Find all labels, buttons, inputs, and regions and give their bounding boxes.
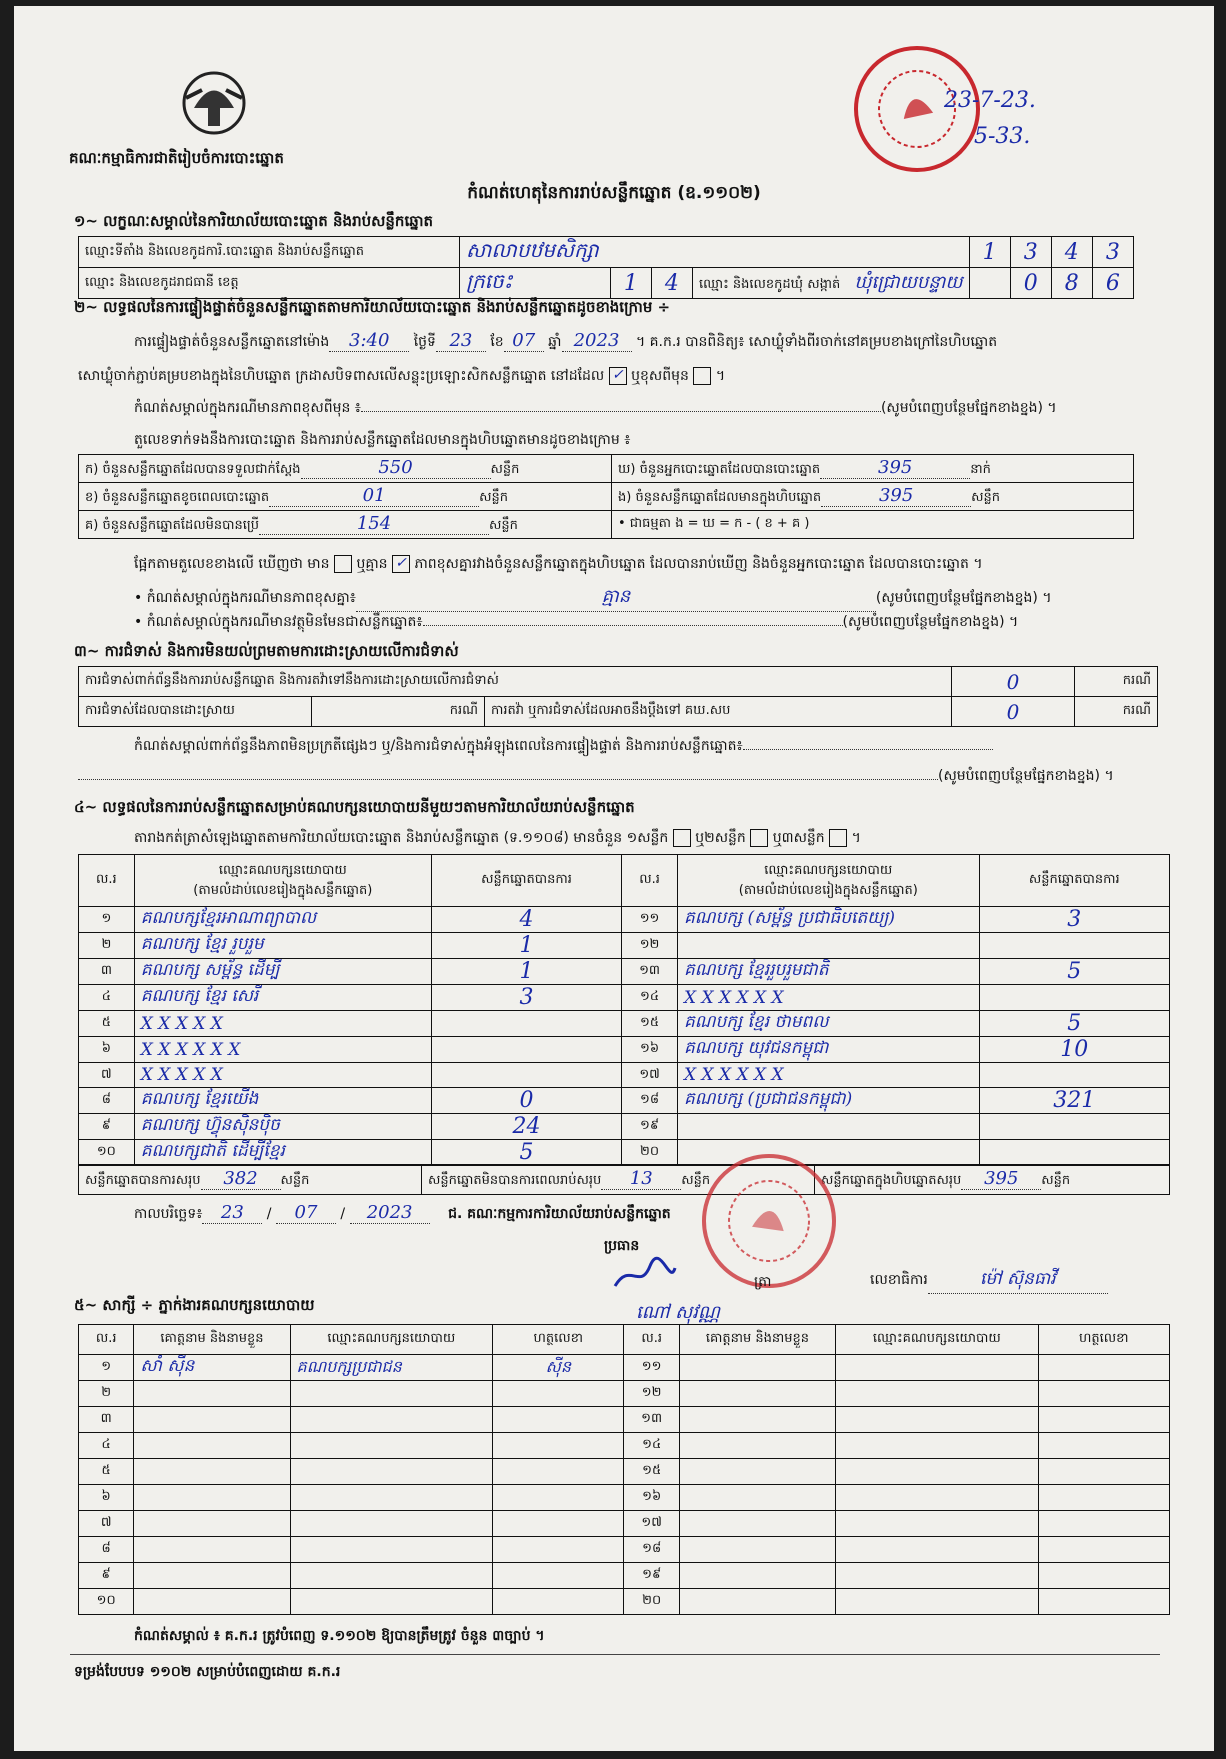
- witness-name: [679, 1407, 835, 1433]
- result-row: [79, 907, 1170, 933]
- witness-row: [79, 1433, 1170, 1459]
- difference-note-value: គ្មាន: [356, 584, 876, 612]
- resolved-value-cell: ករណី: [312, 697, 485, 727]
- result-no: ១៨: [622, 1088, 678, 1114]
- witness-no: ៤: [79, 1433, 134, 1459]
- footer-text: ទម្រង់បែបបទ ១១០២ សម្រាប់បំពេញដោយ គ.ក.រ: [74, 1664, 341, 1680]
- witness-signature: [493, 1563, 624, 1589]
- result-party: គណបក្ស (សម្ព័ន្ធ ប្រជាធិបតេយ្យ): [677, 907, 979, 933]
- witness-party: [290, 1537, 493, 1563]
- commune-value: ឃុំជ្រោយបន្ទាយ: [854, 271, 963, 293]
- verification-line: ការផ្ទៀងផ្ទាត់ចំនួនសន្លឹកឆ្នោតនៅម៉ោង 3:40 ថ្ងៃទី 23 ខែ 07 ឆ្នាំ 2023 ។ គ.ក.រ បានពិនិត្យ៖ សោឃ្លុំទាំងពីរចាក់នៅគម្របខាងក្រៅនៃហិបឆ្នោត: [134, 330, 998, 351]
- witness-party: [836, 1589, 1039, 1615]
- witness-party: [836, 1511, 1039, 1537]
- foreign-object-note: • កំណត់សម្គាល់ក្នុងករណីមានវត្ថុមិនមែនជាសន្លឹកឆ្នោត៖ (សូមបំពេញបន្ថែមផ្នែកខាងខ្នង) ។: [134, 614, 1019, 630]
- witness-no: ១: [79, 1355, 134, 1381]
- witness-row: [79, 1485, 1170, 1511]
- witness-no: ៩: [79, 1563, 134, 1589]
- witness-name: [134, 1433, 290, 1459]
- result-votes: [979, 933, 1169, 959]
- commune-code-digit: 8: [1051, 268, 1092, 299]
- result-row: [79, 959, 1170, 985]
- witness-no: ១៥: [624, 1459, 679, 1485]
- different-checkbox[interactable]: [693, 367, 711, 385]
- complaint-value: 0: [952, 667, 1075, 697]
- result-party: [677, 1140, 979, 1166]
- result-votes: [431, 1011, 621, 1037]
- witness-col-sign-right: ហត្ថលេខា: [1038, 1325, 1169, 1355]
- section-1-table: [78, 236, 1134, 299]
- commune-label: ឈ្មោះ និងលេខកូដឃុំ សង្កាត់ ឃុំជ្រោយបន្ទាយ: [692, 268, 969, 299]
- result-party: គណបក្ស ខ្មែរ សេរី: [134, 985, 431, 1011]
- result-party: [677, 1114, 979, 1140]
- witness-name: [134, 1381, 290, 1407]
- witness-col-party: ឈ្មោះគណបក្សនយោបាយ: [290, 1325, 493, 1355]
- witness-no: ១៤: [624, 1433, 679, 1459]
- section-5-title: ៥~ សាក្សី ÷ ភ្នាក់ងារគណបក្សនយោបាយ: [74, 1296, 315, 1314]
- seal-check-line: សោឃ្លុំចាក់ភ្ជាប់គម្របខាងក្នុងនៃហិបឆ្នោត ក្រដាសបិទពាសលើសន្លុះប្រឡោះសិកសន្លឹកឆ្នោត នៅដដែល ✓ ឬខុសពីមុន ។: [78, 367, 726, 384]
- section-1-title: ១~ លក្ខណៈសម្គាល់នៃការិយាល័យបោះឆ្នោត និងរាប់សន្លឹកឆ្នោត: [74, 212, 434, 230]
- witness-col-name-right: គោត្តនាម និងនាមខ្លួន: [679, 1325, 835, 1355]
- witness-name: [679, 1537, 835, 1563]
- result-no: ១២: [622, 933, 678, 959]
- box-total-value: 395: [961, 1168, 1041, 1190]
- result-votes: 5: [979, 959, 1169, 985]
- verify-year: 2023: [562, 330, 632, 352]
- result-no: ២០: [622, 1140, 678, 1166]
- witness-no: ៣: [79, 1407, 134, 1433]
- witness-signature: [1038, 1589, 1169, 1615]
- witness-table: [78, 1324, 1170, 1615]
- section-4-title: ៤~ លទ្ធផលនៃការរាប់សន្លឹកឆ្នោតសម្រាប់គណបក្សនយោបាយនីមួយៗតាមការិយាល័យរាប់សន្លឹកឆ្នោត: [74, 798, 635, 816]
- witness-no: ៦: [79, 1485, 134, 1511]
- witness-no: ១១: [624, 1355, 679, 1381]
- witness-signature: [1038, 1511, 1169, 1537]
- president-label: ប្រធាន: [604, 1238, 640, 1254]
- unused-value: 154: [259, 513, 489, 535]
- result-row: [79, 933, 1170, 959]
- witness-col-no: ល.រ: [79, 1325, 134, 1355]
- valid-total: សន្លឹកឆ្នោតបានការសរុប 382 សន្លឹក: [79, 1165, 422, 1195]
- col-party-right: ឈ្មោះគណបក្សនយោបាយ (តាមលំដាប់លេខរៀងក្នុងសន្លឹកឆ្នោត): [677, 855, 979, 907]
- discrepancy-line: ផ្អែកតាមតួលេខខាងលើ ឃើញថា មាន ឬគ្មាន ✓ ភាពខុសគ្នារវាងចំនួនសន្លឹកឆ្នោតក្នុងហិបឆ្នោត ដែលបានរាប់ឃើញ និងចំនួនអ្នកបោះឆ្នោត ដែលបានបោះឆ្នោត ។: [134, 555, 983, 572]
- result-votes: 321: [979, 1088, 1169, 1114]
- appeal-label: ការតវ៉ា ឬការជំទាស់ដែលអាចនឹងប្តឹងទៅ គឃ.សប: [485, 697, 952, 727]
- result-party: X X X X X: [134, 1063, 431, 1088]
- witness-signature: [493, 1433, 624, 1459]
- result-row: [79, 985, 1170, 1011]
- received-row: ក) ចំនួនសន្លឹកឆ្នោតដែលបានទទួលជាក់ស្តែង 550 សន្លឹក: [79, 455, 612, 483]
- result-no: ៤: [79, 985, 135, 1011]
- result-no: ២: [79, 933, 135, 959]
- province-label: ឈ្មោះ និងលេខកូដរាជធានី ខេត្ត: [79, 268, 460, 299]
- invalid-total: សន្លឹកឆ្នោតមិនបានការពេលរាប់សរុប 13 សន្លឹក: [422, 1165, 815, 1195]
- appeal-value: 0: [952, 697, 1075, 727]
- witness-no: ១៦: [624, 1485, 679, 1511]
- witness-row: [79, 1563, 1170, 1589]
- col-votes: សន្លឹកឆ្នោតបានការ: [431, 855, 621, 907]
- figures-table: [78, 454, 1134, 539]
- result-party: គណបក្សជាតិ ដើម្បីខ្មែរ: [134, 1140, 431, 1166]
- result-no: ៩: [79, 1114, 135, 1140]
- witness-signature: [1038, 1537, 1169, 1563]
- irregularity-note: កំណត់សម្គាល់ពាក់ព័ន្ធនឹងភាពមិនប្រក្រតីផ្សេងៗ ឬ/និងការជំទាស់ក្នុងអំឡុងពេលនៃការផ្ទៀងផ្ទាត់ និងការរាប់សន្លឹកឆ្នោត៖: [134, 736, 993, 757]
- witness-col-name: គោត្តនាម និងនាមខ្លួន: [134, 1325, 290, 1355]
- result-votes: 24: [431, 1114, 621, 1140]
- witness-signature: [493, 1381, 624, 1407]
- voters-value: 395: [820, 457, 970, 479]
- result-row: [79, 1088, 1170, 1114]
- result-row: [79, 1011, 1170, 1037]
- province-value: ក្រចេះ: [460, 268, 611, 299]
- witness-name: [134, 1459, 290, 1485]
- has-difference-checkbox[interactable]: [334, 555, 352, 573]
- formula: • ជាធម្មតា ង = ឃ = ក - ( ខ + គ ): [612, 511, 1134, 539]
- col-no-right: ល.រ: [622, 855, 678, 907]
- result-votes: 3: [431, 985, 621, 1011]
- station-code-digit: 3: [1010, 237, 1051, 268]
- result-party: គណបក្ស ខ្មែររួបរួមជាតិ: [677, 959, 979, 985]
- result-party: គណបក្ស យុវជនកម្ពុជា: [677, 1037, 979, 1063]
- spoiled-row: ខ) ចំនួនសន្លឹកឆ្នោតខូចពេលបោះឆ្នោត 01 សន្លឹក: [79, 483, 612, 511]
- form-page: [14, 6, 1214, 1751]
- witness-signature: [1038, 1459, 1169, 1485]
- result-no: ៣: [79, 959, 135, 985]
- result-party: X X X X X X: [677, 1063, 979, 1088]
- form-title: កំណត់ហេតុនៃការរាប់សន្លឹកឆ្នោត (ឧ.១១០២): [467, 183, 761, 203]
- result-party: X X X X X X: [677, 985, 979, 1011]
- date-line: កាលបរិច្ឆេទ៖ 23 / 07 / 2023 ជ. គណៈកម្មការការិយាល័យរាប់សន្លឹកឆ្នោត: [134, 1202, 671, 1223]
- results-table: [78, 854, 1170, 1166]
- secretary-name: ម៉ៅ ស៊ុនធាវី: [928, 1268, 1108, 1294]
- irregularity-note-line2: (សូមបំពេញបន្ថែមផ្នែកខាងខ្នង) ។: [78, 766, 1114, 787]
- spoiled-value: 01: [269, 485, 479, 507]
- witness-name: [679, 1563, 835, 1589]
- three-sheet-checkbox[interactable]: [829, 829, 847, 847]
- witness-row: [79, 1511, 1170, 1537]
- witness-name: [679, 1433, 835, 1459]
- in-box-value: 395: [821, 485, 971, 507]
- witness-no: ១២: [624, 1381, 679, 1407]
- result-row: [79, 1114, 1170, 1140]
- result-no: ១: [79, 907, 135, 933]
- result-votes: [979, 1063, 1169, 1088]
- voters-row: ឃ) ចំនួនអ្នកបោះឆ្នោតដែលបានបោះឆ្នោត 395 នាក់: [612, 455, 1134, 483]
- witness-no: ១៨: [624, 1537, 679, 1563]
- polling-station-label: ឈ្មោះទីតាំង និងលេខកូដការិ.បោះឆ្នោត និងរាប់សន្លឹកឆ្នោត: [79, 237, 460, 268]
- emblem-logo: [174, 68, 254, 138]
- witness-party: [836, 1537, 1039, 1563]
- witness-party: [836, 1433, 1039, 1459]
- witness-signature: [493, 1459, 624, 1485]
- stamp-note-1: 23-7-23.: [944, 88, 1036, 113]
- witness-row: [79, 1407, 1170, 1433]
- witness-party: គណបក្សប្រជាជន: [290, 1355, 493, 1381]
- station-code-digit: 1: [969, 237, 1010, 268]
- stamp-note-2: 5-33.: [974, 124, 1031, 149]
- tally-sheet-line: តារាងកត់ត្រាសំឡេងឆ្នោតតាមការិយាល័យបោះឆ្នោត និងរាប់សន្លឹកឆ្នោត (ទ.១១០៨) មានចំនួន ១សន្លឹក ឬ២សន្លឹក ឬ៣សន្លឹក ។: [134, 830, 861, 846]
- commune-code-digit: 0: [1010, 268, 1051, 299]
- col-votes-right: សន្លឹកឆ្នោតបានការ: [979, 855, 1169, 907]
- witness-name: [134, 1537, 290, 1563]
- polling-station-value: សាលាបឋមសិក្សា: [460, 237, 970, 268]
- result-party: គណបក្ស ហ៊្វុនស៊ិនប៉ិច: [134, 1114, 431, 1140]
- witness-party: [290, 1563, 493, 1589]
- witness-no: ២: [79, 1381, 134, 1407]
- president-signature: [610, 1256, 680, 1300]
- figures-intro: តួលេខទាក់ទងនឹងការបោះឆ្នោត និងការរាប់សន្លឹកឆ្នោតដែលមានក្នុងហិបឆ្នោតមានដូចខាងក្រោម ៖: [134, 432, 631, 448]
- witness-party: [290, 1485, 493, 1511]
- witness-name: [679, 1355, 835, 1381]
- result-row: [79, 1063, 1170, 1088]
- section-2-title: ២~ លទ្ធផលនៃការផ្ទៀងផ្ទាត់ចំនួនសន្លឹកឆ្នោតតាមការិយាល័យបោះឆ្នោត និងរាប់សន្លឹកឆ្នោតដូចខាងក្រោម ÷: [74, 298, 671, 316]
- result-no: ១៩: [622, 1114, 678, 1140]
- witness-signature: [493, 1485, 624, 1511]
- result-no: ៦: [79, 1037, 135, 1063]
- org-name: គណៈកម្មាធិការជាតិរៀបចំការបោះឆ្នោត: [69, 149, 284, 167]
- date-month: 07: [276, 1202, 336, 1224]
- result-votes: [979, 1140, 1169, 1166]
- date-day: 23: [202, 1202, 262, 1224]
- result-party: X X X X X: [134, 1011, 431, 1037]
- difference-note-line: កំណត់សម្គាល់ក្នុងករណីមានភាពខុសពីមុន ៖ (សូមបំពេញបន្ថែមផ្នែកខាងខ្នង) ។: [134, 400, 1057, 416]
- witness-row: [79, 1589, 1170, 1615]
- committee-label: ជ. គណៈកម្មការការិយាល័យរាប់សន្លឹកឆ្នោត: [448, 1206, 671, 1222]
- witness-no: ១០: [79, 1589, 134, 1615]
- witness-party: [836, 1485, 1039, 1511]
- in-box-row: ង) ចំនួនសន្លឹកឆ្នោតដែលមានក្នុងហិបឆ្នោត 395 សន្លឹក: [612, 483, 1134, 511]
- result-no: ៥: [79, 1011, 135, 1037]
- witness-signature: [1038, 1381, 1169, 1407]
- witness-name: [134, 1563, 290, 1589]
- result-votes: [431, 1063, 621, 1088]
- same-checkbox[interactable]: ✓: [609, 367, 627, 385]
- result-party: គណបក្ស ខ្មែរ ថាមពល: [677, 1011, 979, 1037]
- box-total: សន្លឹកឆ្នោតក្នុងហិបឆ្នោតសរុប 395 សន្លឹក: [815, 1165, 1170, 1195]
- witness-signature: [1038, 1407, 1169, 1433]
- difference-note: • កំណត់សម្គាល់ក្នុងករណីមានភាពខុសគ្នា៖ គ្មាន (សូមបំពេញបន្ថែមផ្នែកខាងខ្នង) ។: [134, 584, 1052, 612]
- witness-col-party-right: ឈ្មោះគណបក្សនយោបាយ: [836, 1325, 1039, 1355]
- witness-no: ២០: [624, 1589, 679, 1615]
- witness-no: ៨: [79, 1537, 134, 1563]
- result-party: គណបក្ស (ប្រជាជនកម្ពុជា): [677, 1088, 979, 1114]
- result-votes: [979, 985, 1169, 1011]
- result-votes: 1: [431, 933, 621, 959]
- result-no: ១៥: [622, 1011, 678, 1037]
- received-value: 550: [301, 457, 491, 479]
- result-no: ១១: [622, 907, 678, 933]
- witness-party: [290, 1589, 493, 1615]
- no-difference-checkbox[interactable]: ✓: [392, 555, 410, 573]
- witness-party: [290, 1511, 493, 1537]
- result-votes: [431, 1037, 621, 1063]
- two-sheet-checkbox[interactable]: [750, 829, 768, 847]
- witness-name: សាំ ស៊ីន: [134, 1355, 290, 1381]
- result-votes: 0: [431, 1088, 621, 1114]
- secretary-line: លេខាធិការ ម៉ៅ ស៊ុនធាវី: [870, 1268, 1108, 1294]
- witness-row: [79, 1355, 1170, 1381]
- complaint-label: ការជំទាស់ពាក់ព័ន្ធនឹងការរាប់សន្លឹកឆ្នោត និងការតវ៉ាទៅនឹងការដោះស្រាយលើការជំទាស់: [79, 667, 952, 697]
- witness-col-sign: ហត្ថលេខា: [493, 1325, 624, 1355]
- witness-name: [679, 1589, 835, 1615]
- result-no: ៧: [79, 1063, 135, 1088]
- result-no: ១៧: [622, 1063, 678, 1088]
- station-code-digit: 3: [1092, 237, 1133, 268]
- result-party: គណបក្ស សម្ព័ន្ធ ដើម្បី: [134, 959, 431, 985]
- verify-time: 3:40: [329, 330, 409, 352]
- witness-signature: [1038, 1485, 1169, 1511]
- witness-signature: [493, 1511, 624, 1537]
- witness-name: [134, 1511, 290, 1537]
- result-votes: 3: [979, 907, 1169, 933]
- result-votes: 10: [979, 1037, 1169, 1063]
- valid-total-value: 382: [201, 1168, 281, 1190]
- province-code-digit: 4: [651, 268, 692, 299]
- complaints-table: [78, 666, 1158, 727]
- witness-signature: [1038, 1563, 1169, 1589]
- result-party: គណបក្ស ខ្មែរយើង: [134, 1088, 431, 1114]
- result-no: ៨: [79, 1088, 135, 1114]
- witness-signature: [1038, 1355, 1169, 1381]
- section-3-title: ៣~ ការជំទាស់ និងការមិនយល់ព្រមតាមការដោះស្រាយលើការជំទាស់: [74, 642, 459, 660]
- witness-name: [679, 1485, 835, 1511]
- result-votes: 5: [431, 1140, 621, 1166]
- commune-code-digit: 6: [1092, 268, 1133, 299]
- result-votes: [979, 1114, 1169, 1140]
- result-party: [677, 933, 979, 959]
- one-sheet-checkbox[interactable]: [673, 829, 691, 847]
- witness-signature: ស៊ីន: [493, 1355, 624, 1381]
- witness-no: ១៩: [624, 1563, 679, 1589]
- witness-row: [79, 1459, 1170, 1485]
- unused-row: គ) ចំនួនសន្លឹកឆ្នោតដែលមិនបានប្រើ 154 សន្លឹក: [79, 511, 612, 539]
- result-party: គណបក្សខ្មែរអាណាព្យាបាល: [134, 907, 431, 933]
- complaint-unit: ករណី: [1075, 667, 1158, 697]
- witness-signature: [493, 1407, 624, 1433]
- result-votes: 1: [431, 959, 621, 985]
- result-no: ១០: [79, 1140, 135, 1166]
- form-note: កំណត់សម្គាល់ ៖ គ.ក.រ ត្រូវបំពេញ ទ.១១០២ ឱ្យបានត្រឹមត្រូវ ចំនួន ៣ច្បាប់ ។: [134, 1628, 545, 1644]
- witness-no: ១៣: [624, 1407, 679, 1433]
- station-code-digit: 4: [1051, 237, 1092, 268]
- witness-party: [290, 1381, 493, 1407]
- witness-name: [679, 1511, 835, 1537]
- result-no: ១៦: [622, 1037, 678, 1063]
- witness-name: [134, 1407, 290, 1433]
- witness-row: [79, 1537, 1170, 1563]
- invalid-total-value: 13: [601, 1168, 681, 1190]
- witness-col-no-right: ល.រ: [624, 1325, 679, 1355]
- result-votes: 5: [979, 1011, 1169, 1037]
- witness-party: [836, 1459, 1039, 1485]
- witness-party: [836, 1563, 1039, 1589]
- footer-divider: [70, 1654, 1160, 1655]
- president-name: ណៅ សុវណ្ណ: [636, 1302, 720, 1323]
- witness-signature: [1038, 1433, 1169, 1459]
- result-no: ១៤: [622, 985, 678, 1011]
- witness-party: [290, 1433, 493, 1459]
- result-party: គណបក្ស ខ្មែរ រួបរួម: [134, 933, 431, 959]
- witness-party: [836, 1381, 1039, 1407]
- witness-no: ១៧: [624, 1511, 679, 1537]
- result-row: [79, 1140, 1170, 1166]
- province-code-digit: 1: [610, 268, 651, 299]
- result-votes: 4: [431, 907, 621, 933]
- witness-name: [134, 1485, 290, 1511]
- appeal-unit: ករណី: [1075, 697, 1158, 727]
- witness-signature: [493, 1589, 624, 1615]
- witness-row: [79, 1381, 1170, 1407]
- witness-name: [679, 1459, 835, 1485]
- witness-no: ៥: [79, 1459, 134, 1485]
- witness-party: [290, 1459, 493, 1485]
- seal-label: ត្រា: [754, 1274, 772, 1290]
- result-no: ១៣: [622, 959, 678, 985]
- witness-signature: [493, 1537, 624, 1563]
- date-year: 2023: [350, 1202, 430, 1224]
- result-party: X X X X X X: [134, 1037, 431, 1063]
- witness-party: [836, 1355, 1039, 1381]
- resolved-label: ការជំទាស់ដែលបានដោះស្រាយ: [79, 697, 312, 727]
- col-party: ឈ្មោះគណបក្សនយោបាយ (តាមលំដាប់លេខរៀងក្នុងសន្លឹកឆ្នោត): [134, 855, 431, 907]
- result-row: [79, 1037, 1170, 1063]
- witness-no: ៧: [79, 1511, 134, 1537]
- witness-party: [836, 1407, 1039, 1433]
- witness-name: [134, 1589, 290, 1615]
- col-no: ល.រ: [79, 855, 135, 907]
- verify-month: 07: [504, 330, 544, 352]
- totals-table: [78, 1164, 1170, 1195]
- witness-name: [679, 1381, 835, 1407]
- witness-party: [290, 1407, 493, 1433]
- verify-day: 23: [436, 330, 486, 352]
